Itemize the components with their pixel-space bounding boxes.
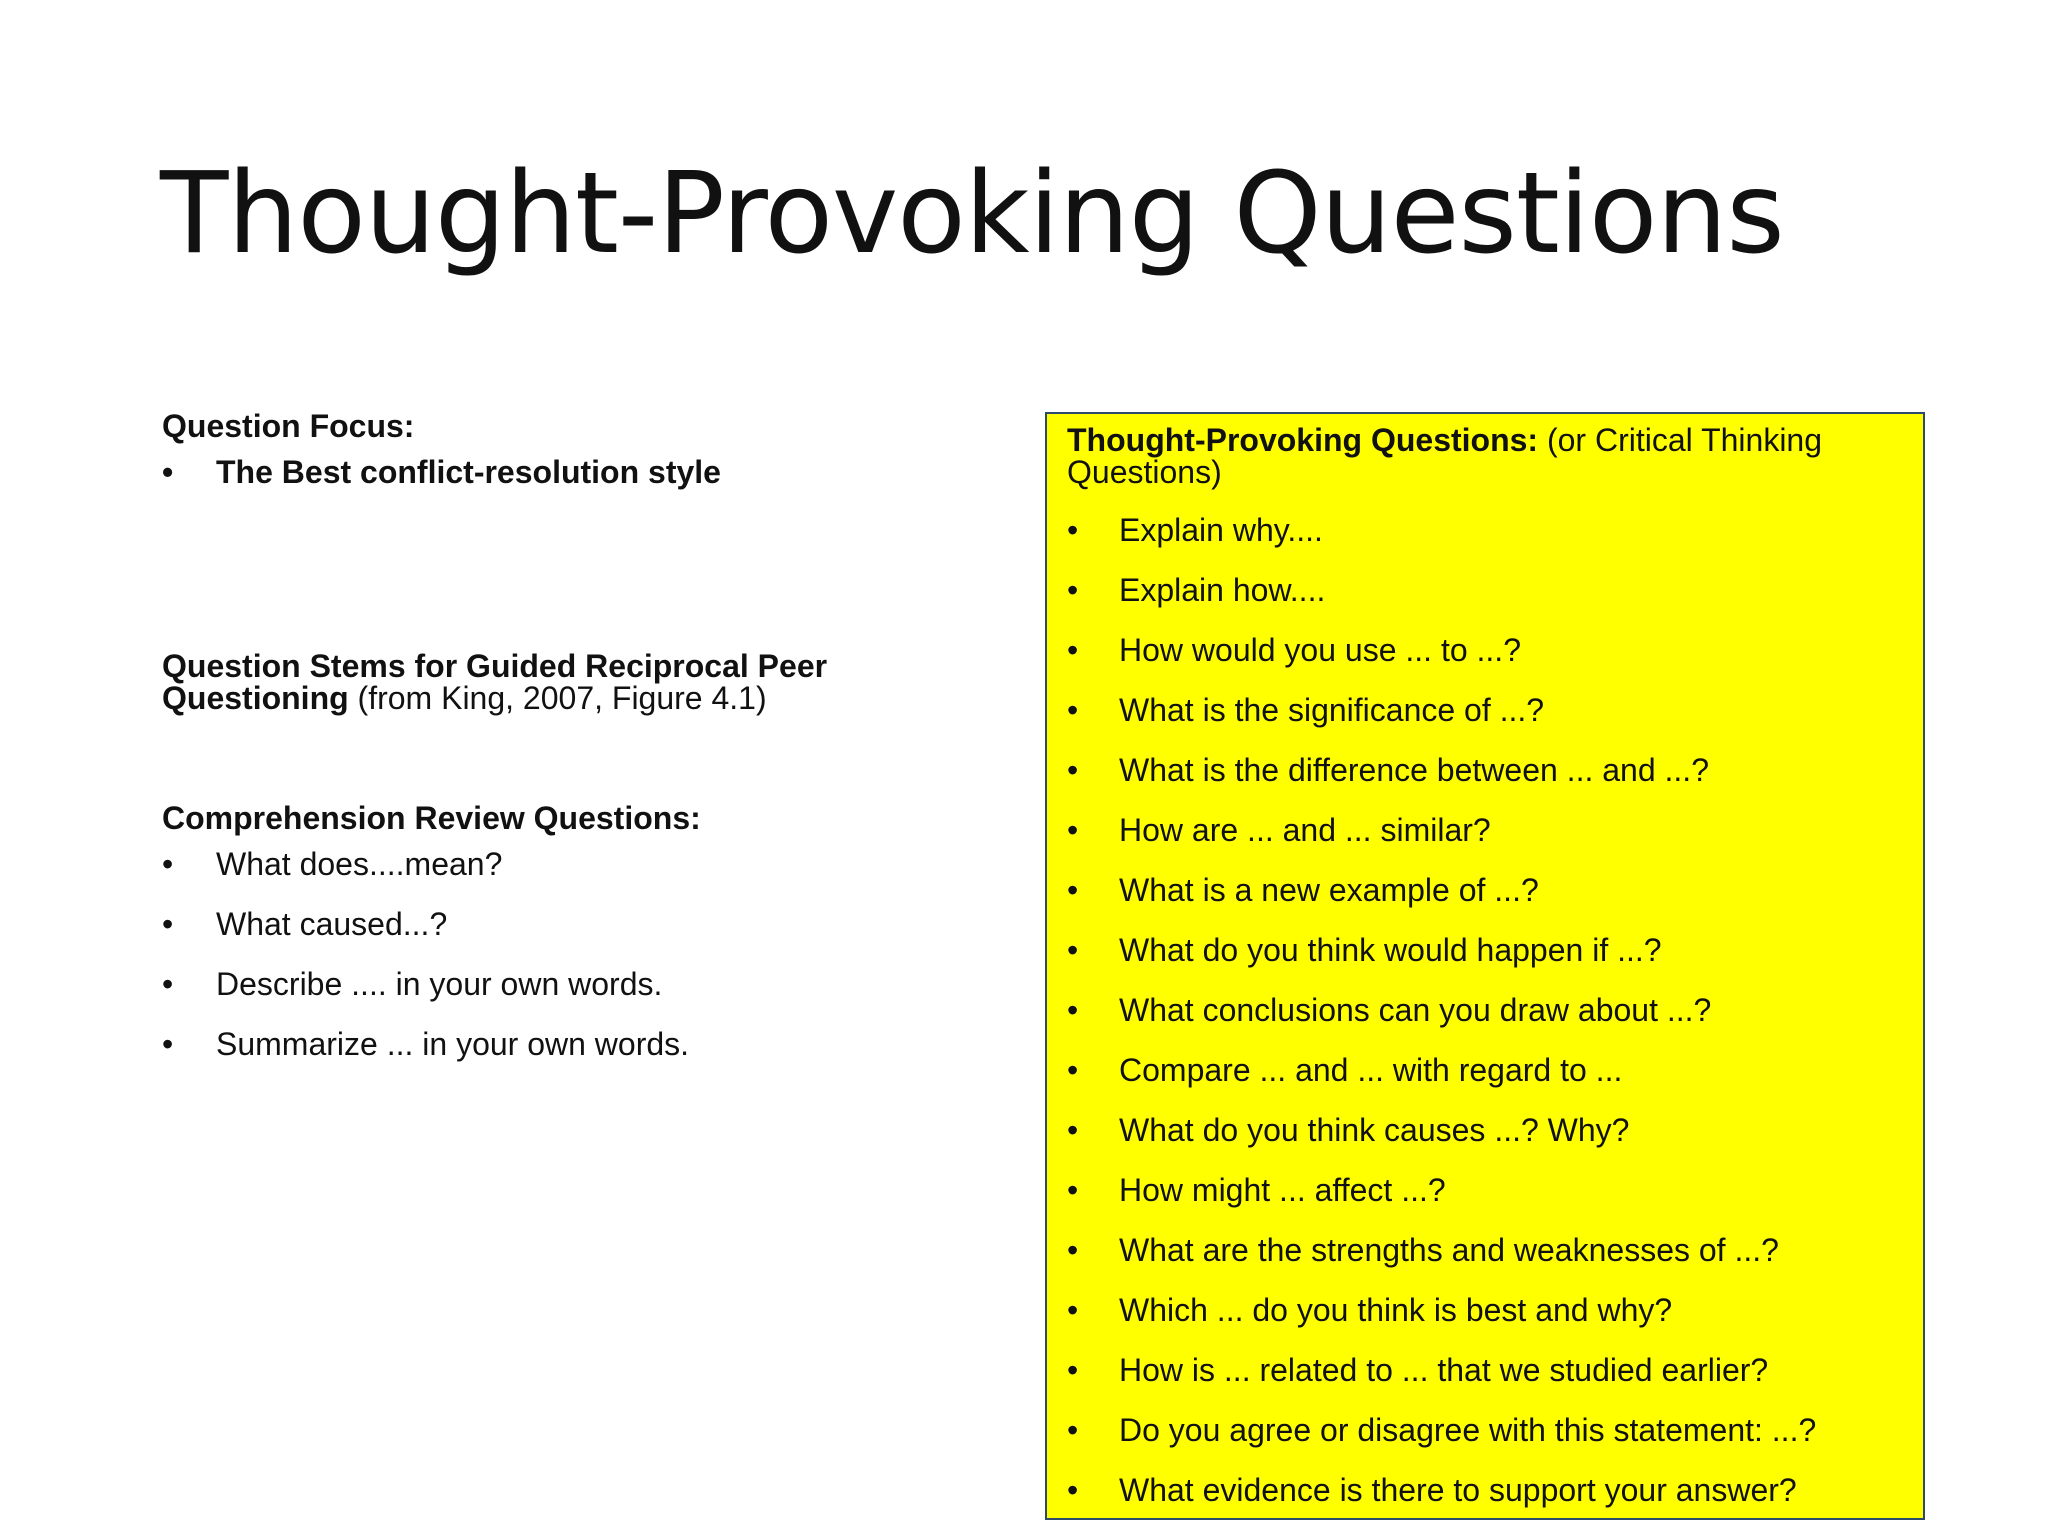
question-text: What conclusions can you draw about ...? [1119,992,1712,1028]
stems-heading-bold: Question Stems for Guided Reciprocal Peer Questioning [162,648,828,716]
thought-provoking-questions-box [1045,412,1925,1520]
box-heading-bold: Thought-Provoking Questions: [1067,422,1539,458]
bullet-icon: • [1067,932,1079,968]
question-text: What evidence is there to support your answer? [1119,1472,1797,1508]
list-item [1067,740,1905,800]
slide-title: Thought-Provoking Questions [160,149,1784,279]
question-text: Do you agree or disagree with this statement: ...? [1119,1412,1817,1448]
review-item-text: Describe .... in your own words. [216,966,663,1002]
bullet-icon: • [1067,872,1079,908]
list-item [1067,560,1905,620]
list-item [1067,1460,1905,1520]
question-text: What is the difference between ... and ...? [1119,752,1709,788]
bullet-icon: • [1067,992,1079,1028]
list-item [1067,1040,1905,1100]
list-item [1067,680,1905,740]
list-item [162,954,942,1014]
question-text: What are the strengths and weaknesses of ...? [1119,1232,1779,1268]
list-item [162,834,942,894]
bullet-icon: • [1067,1052,1079,1088]
list-item [1067,860,1905,920]
list-item [162,894,942,954]
list-item [1067,1220,1905,1280]
focus-item-text: The Best conflict-resolution style [216,454,721,490]
bullet-icon: • [1067,812,1079,848]
list-item [1067,800,1905,860]
question-focus-heading: Question Focus: [162,408,415,444]
bullet-icon: • [1067,1412,1079,1448]
bullet-icon: • [162,846,174,882]
bullet-icon: • [1067,1232,1079,1268]
bullet-icon: • [1067,632,1079,668]
box-heading-rest: (or Critical Thinking Questions) [1067,422,1823,490]
question-text: Explain how.... [1119,572,1326,608]
bullet-icon: • [1067,512,1079,548]
comprehension-review-list [162,834,942,1074]
question-text: Explain why.... [1119,512,1323,548]
stems-heading-source: (from King, 2007, Figure 4.1) [348,680,767,716]
bullet-icon: • [162,966,174,1002]
list-item [1067,500,1905,560]
question-text: Compare ... and ... with regard to ... [1119,1052,1623,1088]
bullet-icon: • [1067,572,1079,608]
bullet-icon: • [1067,692,1079,728]
bullet-icon: • [162,1026,174,1062]
question-text: What do you think would happen if ...? [1119,932,1662,968]
bullet-icon: • [162,906,174,942]
list-item [1067,1280,1905,1340]
bullet-icon: • [1067,1352,1079,1388]
bullet-icon: • [162,454,174,490]
question-text: How are ... and ... similar? [1119,812,1491,848]
list-item [1067,620,1905,680]
bullet-icon: • [1067,1472,1079,1508]
question-text: What is a new example of ...? [1119,872,1539,908]
question-text: How would you use ... to ...? [1119,632,1521,668]
thought-provoking-list [1067,500,1905,1520]
bullet-icon: • [1067,1112,1079,1148]
list-item [1067,1100,1905,1160]
thought-provoking-heading [1067,418,1905,488]
bullet-icon: • [1067,1292,1079,1328]
question-text: What do you think causes ...? Why? [1119,1112,1630,1148]
left-column [162,410,942,1074]
list-item [1067,920,1905,980]
review-item-text: Summarize ... in your own words. [216,1026,690,1062]
bullet-icon: • [1067,1172,1079,1208]
list-item [1067,980,1905,1040]
list-item [1067,1340,1905,1400]
bullet-icon: • [1067,752,1079,788]
list-item [162,442,942,502]
list-item [162,1014,942,1074]
question-text: How is ... related to ... that we studied earlier? [1119,1352,1769,1388]
list-item [1067,1400,1905,1460]
review-item-text: What caused...? [216,906,448,942]
comprehension-review-heading: Comprehension Review Questions: [162,800,701,836]
list-item [1067,1160,1905,1220]
review-item-text: What does....mean? [216,846,503,882]
question-text: What is the significance of ...? [1119,692,1545,728]
question-stems-heading [162,650,942,714]
question-text: How might ... affect ...? [1119,1172,1446,1208]
question-text: Which ... do you think is best and why? [1119,1292,1673,1328]
question-focus-list [162,442,942,502]
